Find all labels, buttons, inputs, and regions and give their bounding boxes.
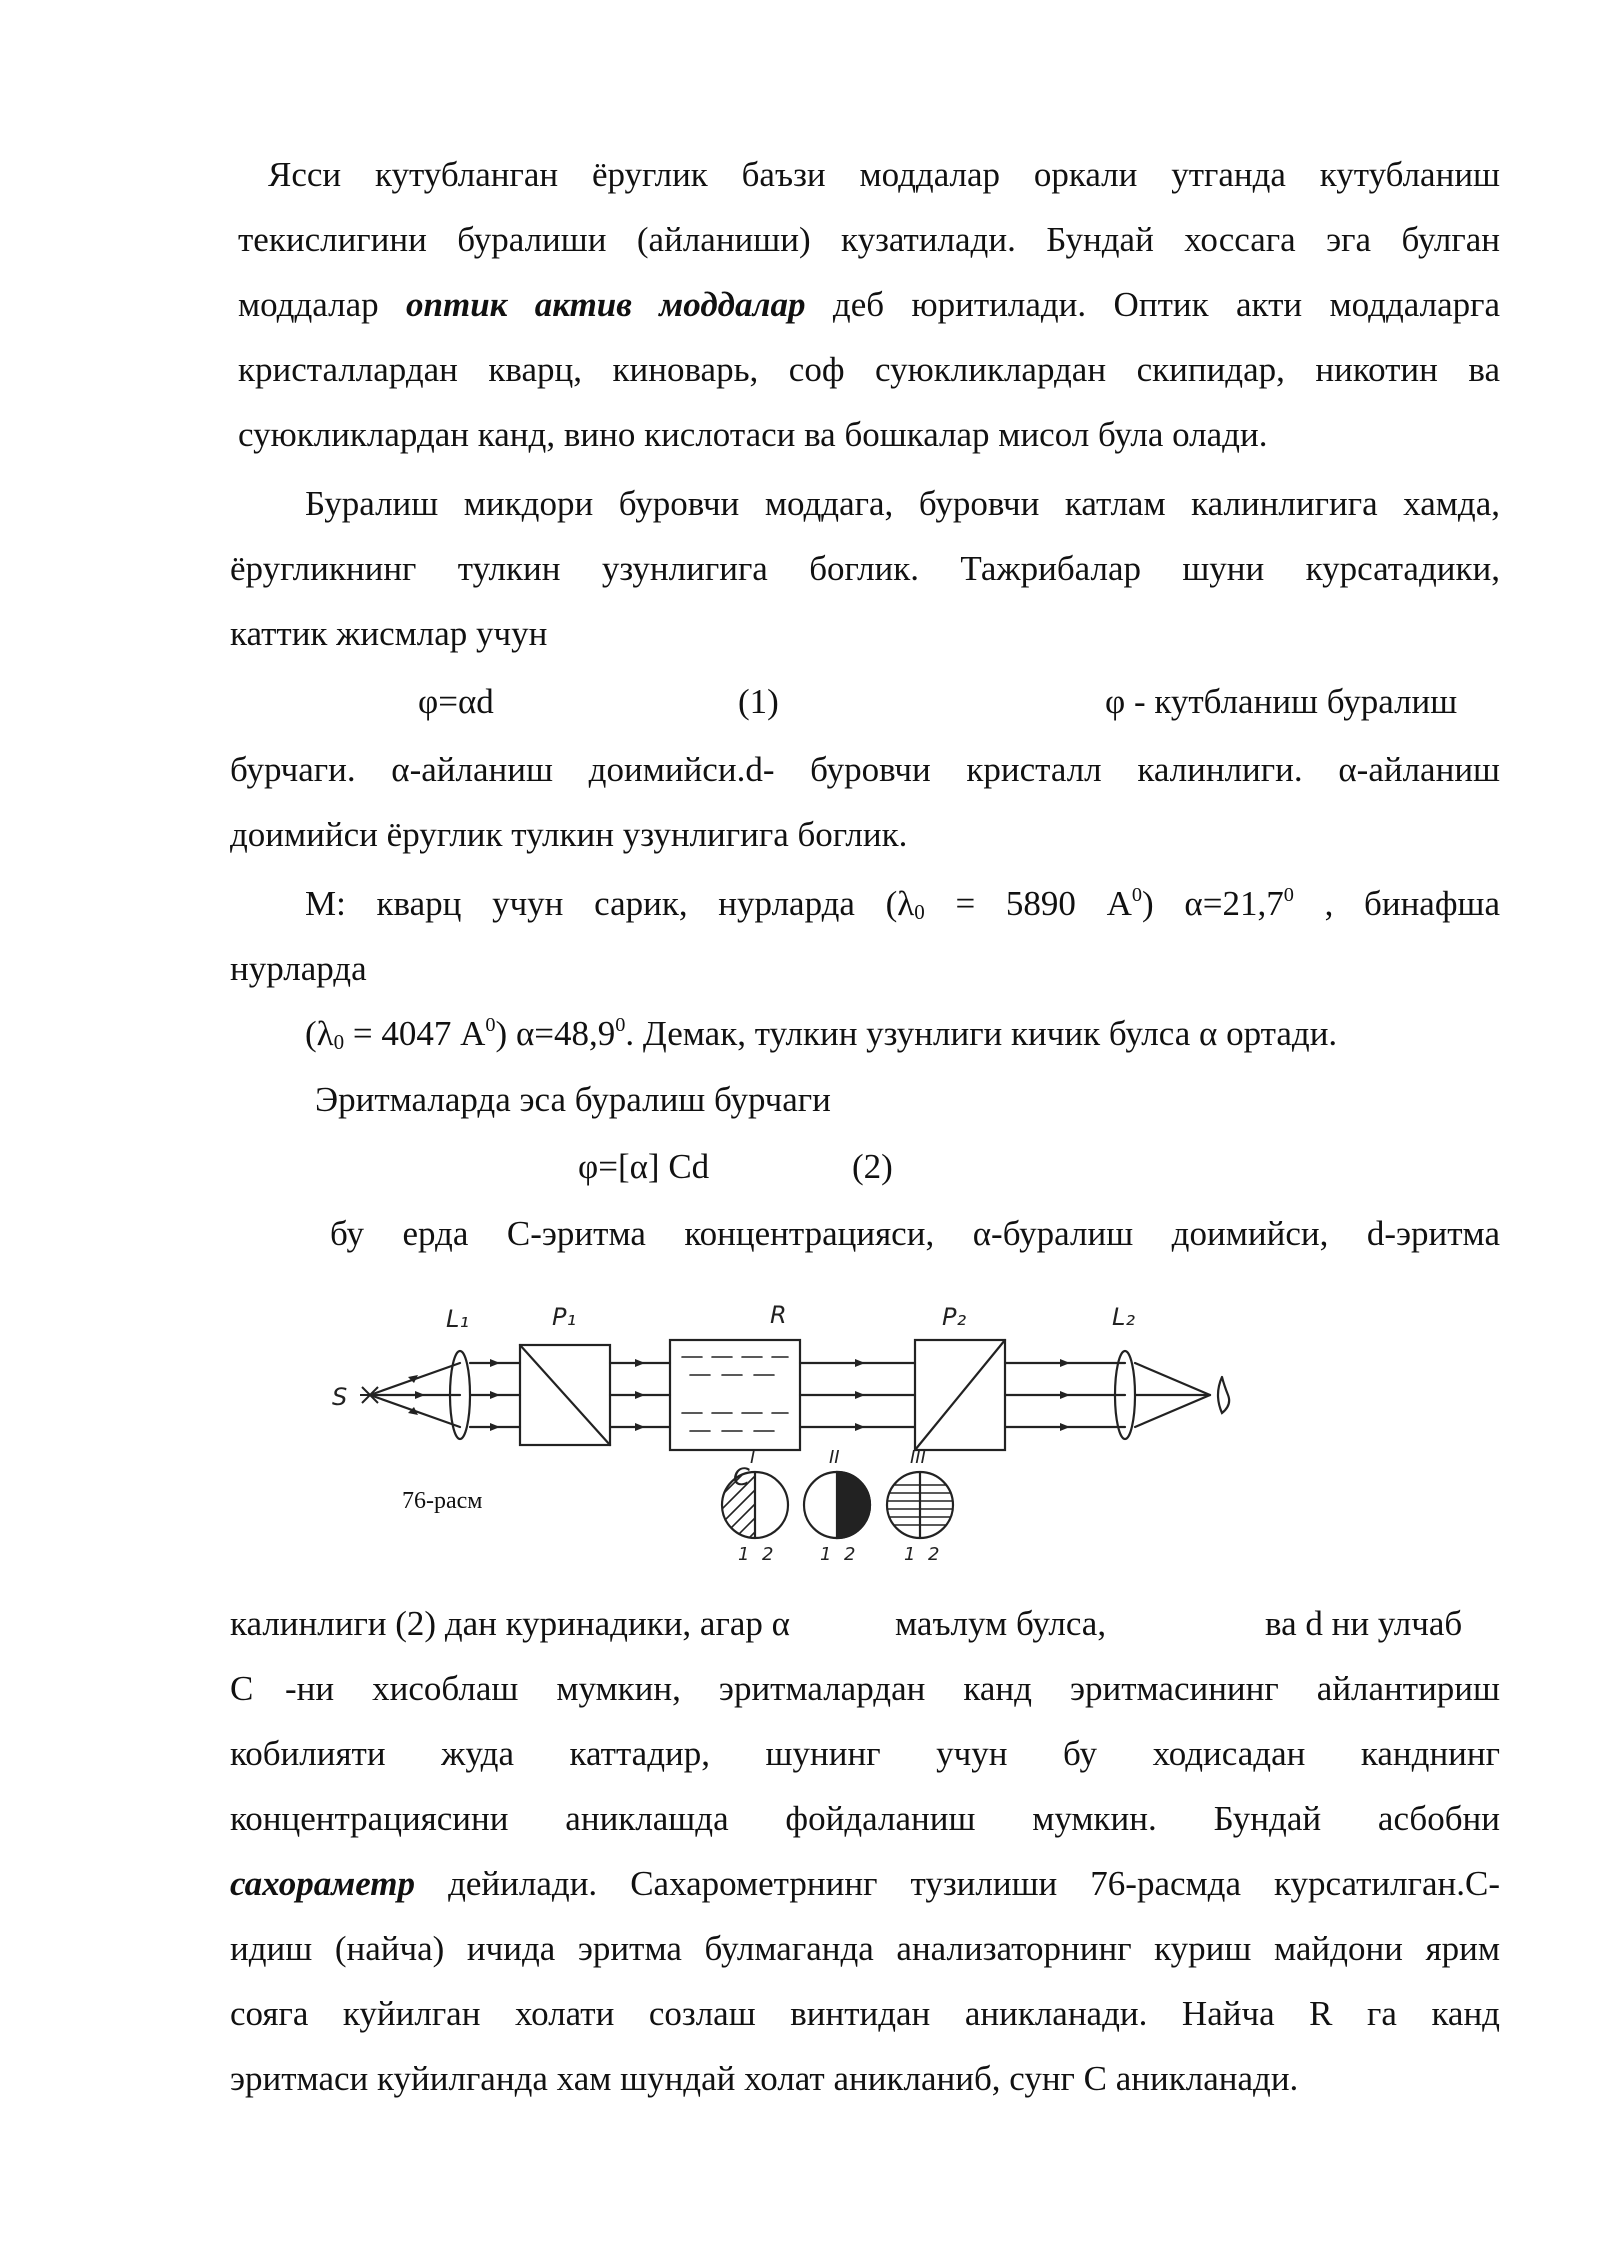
text-span: = 4047 А [344,1014,486,1053]
label-half-2: 2 [928,1544,940,1565]
text-line: Ясси кутубланган ёруглик баъзи моддалар оркали утганда кутубланиш [268,155,1500,194]
superscript: 0 [1131,883,1143,906]
text-span: . Демак, тулкин узунлиги кичик булса α ортади. [625,1014,1338,1053]
saccharimeter-diagram [330,1295,1310,1585]
term-saccharimeter: сахораметр [230,1864,416,1903]
dark-half [837,1472,870,1538]
text-span: ) α=21,7 [1142,884,1284,923]
subscript: 0 [333,1030,345,1055]
label-lens-1: L₁ [446,1305,469,1333]
superscript: 0 [1283,883,1294,906]
label-half-2: 2 [844,1544,856,1565]
label-half-1: 1 [904,1544,916,1565]
label-half-1: 1 [738,1544,750,1565]
label-half-2: 2 [762,1544,774,1565]
text-span: деб юритилади. Оптик акти моддаларга [805,285,1500,324]
label-field-2: II [829,1447,840,1468]
text-line: кристаллардан кварц, киноварь, соф суюкликлардан скипидар, никотин ва [238,350,1500,389]
text-line: калинлиги (2) дан куринадики, агар α [230,1604,790,1643]
label-polarizer: P₁ [552,1303,577,1331]
text-line: кобилияти жуда каттадир, шунинг учун бу ходисадан канднинг [230,1734,1500,1773]
label-lens-2: L₂ [1112,1303,1135,1331]
superscript: 0 [615,1013,626,1036]
text-line: С [230,1669,254,1708]
light-source-icon [360,1387,380,1403]
text-span: ) α=48,9 [495,1014,616,1053]
label-field-3: III [910,1447,926,1468]
label-analyzer: P₂ [942,1303,967,1331]
text-span: , бинафша [1293,884,1500,923]
prism-diagonal [520,1345,610,1445]
text-line: каттик жисмлар учун [230,614,548,653]
text-line: бурчаги. α-айланиш доимийси.d- буровчи кристалл калинлиги. α-айланиш [230,750,1500,789]
text-line [305,882,1500,926]
ray [1135,1395,1210,1427]
text-line [305,1012,1337,1056]
term-optical-active: оптик актив моддалар [406,285,806,324]
subscript: 0 [914,900,925,925]
formula-2: φ=[α] Cd [578,1147,710,1186]
label-half-1: 1 [820,1544,832,1565]
text-line [238,283,1500,327]
text-span: моддалар [238,285,406,324]
solution-hatching [682,1357,788,1431]
text-span: дейилади. Сахарометрнинг тузилиши 76-расмда курсатилган.С- [415,1864,1500,1903]
text-line: нурларда [230,949,367,988]
text-line: суюкликлардан канд, вино кислотаси ва бошкалар мисол була олади. [238,415,1268,454]
text-line: -ни хисоблаш мумкин, эритмалардан канд эритмасининг айлантириш [285,1669,1500,1708]
formula-1-number: (1) [738,682,779,721]
label-field-1: I [750,1447,756,1468]
formula-2-number: (2) [852,1147,893,1186]
text-line: ва d ни улчаб [1265,1604,1463,1643]
text-span: М: кварц учун сарик, нурларда (λ [305,884,915,923]
text-line: эритмаси куйилганда хам шундай холат аникланиб, сунг С аникланади. [230,2059,1299,2098]
text-line: Эритмаларда эса буралиш бурчаги [315,1080,831,1119]
label-tube: R [770,1301,787,1329]
text-span: (λ [305,1014,334,1053]
ray [1135,1363,1210,1395]
eye-icon [1218,1377,1229,1413]
text-line: маълум булса, [895,1604,1107,1643]
text-line: ёругликнинг тулкин узунлигига боглик. Тажрибалар шуни курсатадики, [230,549,1500,588]
prism-diagonal [915,1340,1005,1450]
label-tube-bottom: C [733,1463,750,1491]
text-line: бу ерда С-эритма концентрацияси, α-буралиш доимийси, d-эритма [330,1214,1500,1253]
text-line: концентрациясини аниклашда фойдаланиш мумкин. Бундай асбобни [230,1799,1500,1838]
text-line: идиш (найча) ичида эритма булмаганда анализаторнинг куриш майдони ярим [230,1929,1500,1968]
text-line: доимийси ёруглик тулкин узунлигига боглик. [230,815,908,854]
formula-1-note: φ - кутбланиш буралиш [1105,682,1458,721]
text-span: = 5890 А [924,884,1132,923]
formula-1: φ=αd [418,682,494,721]
superscript: 0 [485,1013,496,1036]
text-line: сояга куйилган холати созлаш винтидан аникланади. Найча R га канд [230,1994,1500,2033]
text-line [230,1862,1500,1906]
figure-caption: 76-расм [402,1488,483,1514]
text-line: текислигини буралиши (айланиши) кузатилади. Бундай хоссага эга булган [238,220,1500,259]
label-source: S [332,1383,348,1411]
text-line: Буралиш микдори буровчи моддага, буровчи катлам калинлигига хамда, [305,484,1500,523]
